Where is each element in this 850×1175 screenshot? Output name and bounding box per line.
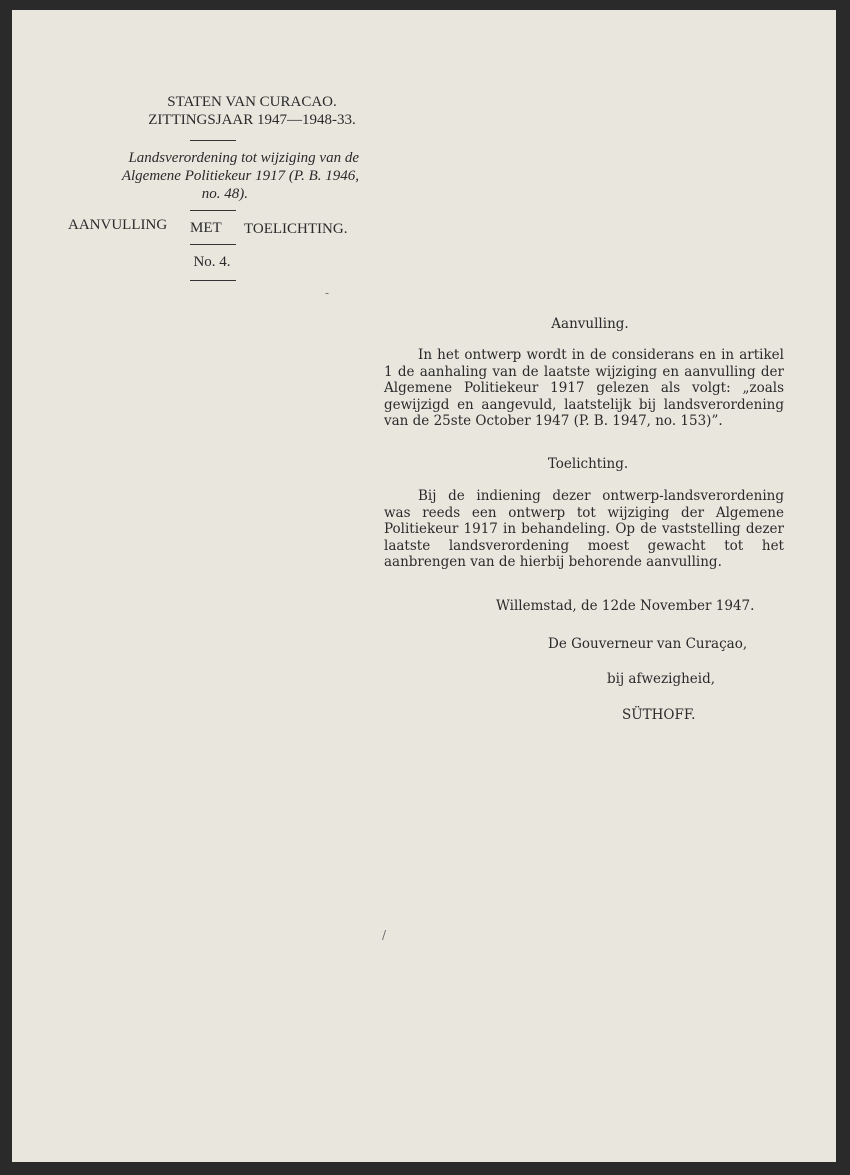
signatory-title: De Gouverneur van Curaçao, bbox=[548, 636, 748, 652]
subject-line-3: no. 48). bbox=[201, 186, 248, 202]
divider-3 bbox=[190, 244, 236, 245]
aanvulling-heading: Aanvulling. bbox=[551, 316, 629, 332]
toelichting-heading: Toelichting. bbox=[547, 456, 629, 472]
divider-2 bbox=[190, 210, 236, 211]
stray-mark-2: / bbox=[382, 928, 387, 942]
signatory-name: SÜTHOFF. bbox=[622, 707, 696, 723]
divider-4 bbox=[190, 280, 236, 281]
doc-type-met: MET bbox=[190, 220, 222, 236]
doc-type-toelichting: TOELICHTING. bbox=[244, 221, 348, 237]
stray-mark-1: - bbox=[325, 286, 330, 300]
place-and-date: Willemstad, de 12de November 1947. bbox=[496, 598, 755, 614]
absence-note: bij afwezigheid, bbox=[607, 671, 716, 687]
session-year: ZITTINGSJAAR 1947—1948-33. bbox=[148, 112, 356, 128]
subject-line-1: Landsverordening tot wijziging van de bbox=[128, 150, 359, 166]
assembly-title: STATEN VAN CURACAO. bbox=[167, 94, 337, 110]
subject-line-2: Algemene Politiekeur 1917 (P. B. 1946, bbox=[121, 168, 359, 184]
document-page bbox=[12, 10, 836, 1162]
toelichting-text: Bij de indiening dezer ontwerp-landsverordening was reeds een ontwerp tot wijziging der Algemene Politiekeur 1917 in behandeling. Op de vaststelling dezer laatste landsverordening moest gewacht tot het aanbrengen van de hierbij behorende aanvulling. bbox=[384, 488, 784, 570]
document-number: No. 4. bbox=[193, 254, 231, 270]
aanvulling-text: In het ontwerp wordt in de considerans en in artikel 1 de aanhaling van de laatste wijziging en aanvulling der Algemene Politiekeur 1917 gelezen als volgt: „zoals gewijzigd en aangevuld, laatstelijk bij landsverordening van de 25ste October 1947 (P. B. 1947, no. 153)”. bbox=[384, 347, 784, 429]
doc-type-aanvulling: AANVULLING bbox=[68, 217, 168, 233]
divider-1 bbox=[190, 140, 236, 141]
